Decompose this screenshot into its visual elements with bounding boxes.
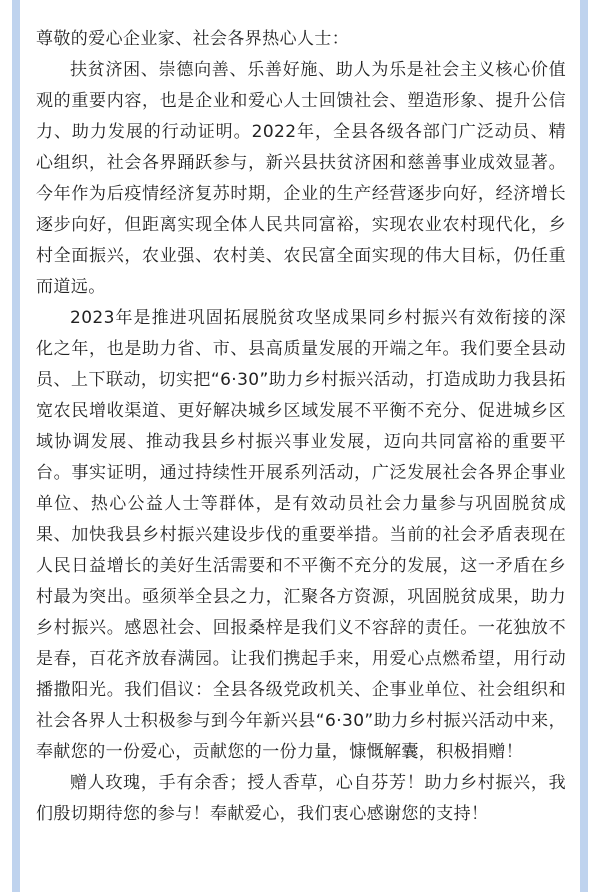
right-frame-border [580, 0, 588, 892]
paragraph-1: 扶贫济困、崇德向善、乐善好施、助人为乐是社会主义核心价值观的重要内容，也是企业和爱心人士回馈社会、塑造形象、提升公信力、助力发展的行动证明。2022年，全县各级各部门广泛动员、精心组织，社会各界踊跃参与，新兴县扶贫济困和慈善事业成效显著。今年作为后疫情经济复苏时期，企业的生产经营逐步向好，经济增长逐步向好，但距离实现全体人民共同富裕，实现农业农村现代化，乡村全面振兴，农业强、农村美、农民富全面实现的伟大目标，仍任重而道远。 [36, 60, 566, 297]
paragraph-3: 赠人玫瑰，手有余香；授人香草，心自芬芳！助力乡村振兴，我们殷切期待您的参与！奉献爱心，我们衷心感谢您的支持！ [36, 773, 566, 824]
paragraph-2: 2023年是推进巩固拓展脱贫攻坚成果同乡村振兴有效衔接的深化之年，也是助力省、市、县高质量发展的开端之年。我们要全县动员、上下联动，切实把“6·30”助力乡村振兴活动，打造成助力我县拓宽农民增收渠道、更好解决城乡区域发展不平衡不充分、促进城乡区域协调发展、推动我县乡村振兴事业发展，迈向共同富裕的重要平台。事实证明，通过持续性开展系列活动，广泛发展社会各界企事业单位、热心公益人士等群体，是有效动员社会力量参与巩固脱贫成果、加快我县乡村振兴建设步伐的重要举措。当前的社会矛盾表现在人民日益增长的美好生活需要和不平衡不充分的发展，这一矛盾在乡村最为突出。亟须举全县之力，汇聚各方资源，巩固脱贫成果，助力乡村振兴。感恩社会、回报桑梓是我们义不容辞的责任。一花独放不是春，百花齐放春满园。让我们携起手来，用爱心点燃希望，用行动播撒阳光。我们倡议：全县各级党政机关、企事业单位、社会组织和社会各界人士积极参与到今年新兴县“6·30”助力乡村振兴活动中来，奉献您的一份爱心，贡献您的一份力量，慷慨解囊，积极捐赠！ [36, 308, 566, 762]
left-frame-border [12, 0, 20, 892]
salutation: 尊敬的爱心企业家、社会各界热心人士： [36, 29, 350, 49]
letter-body [36, 24, 566, 830]
